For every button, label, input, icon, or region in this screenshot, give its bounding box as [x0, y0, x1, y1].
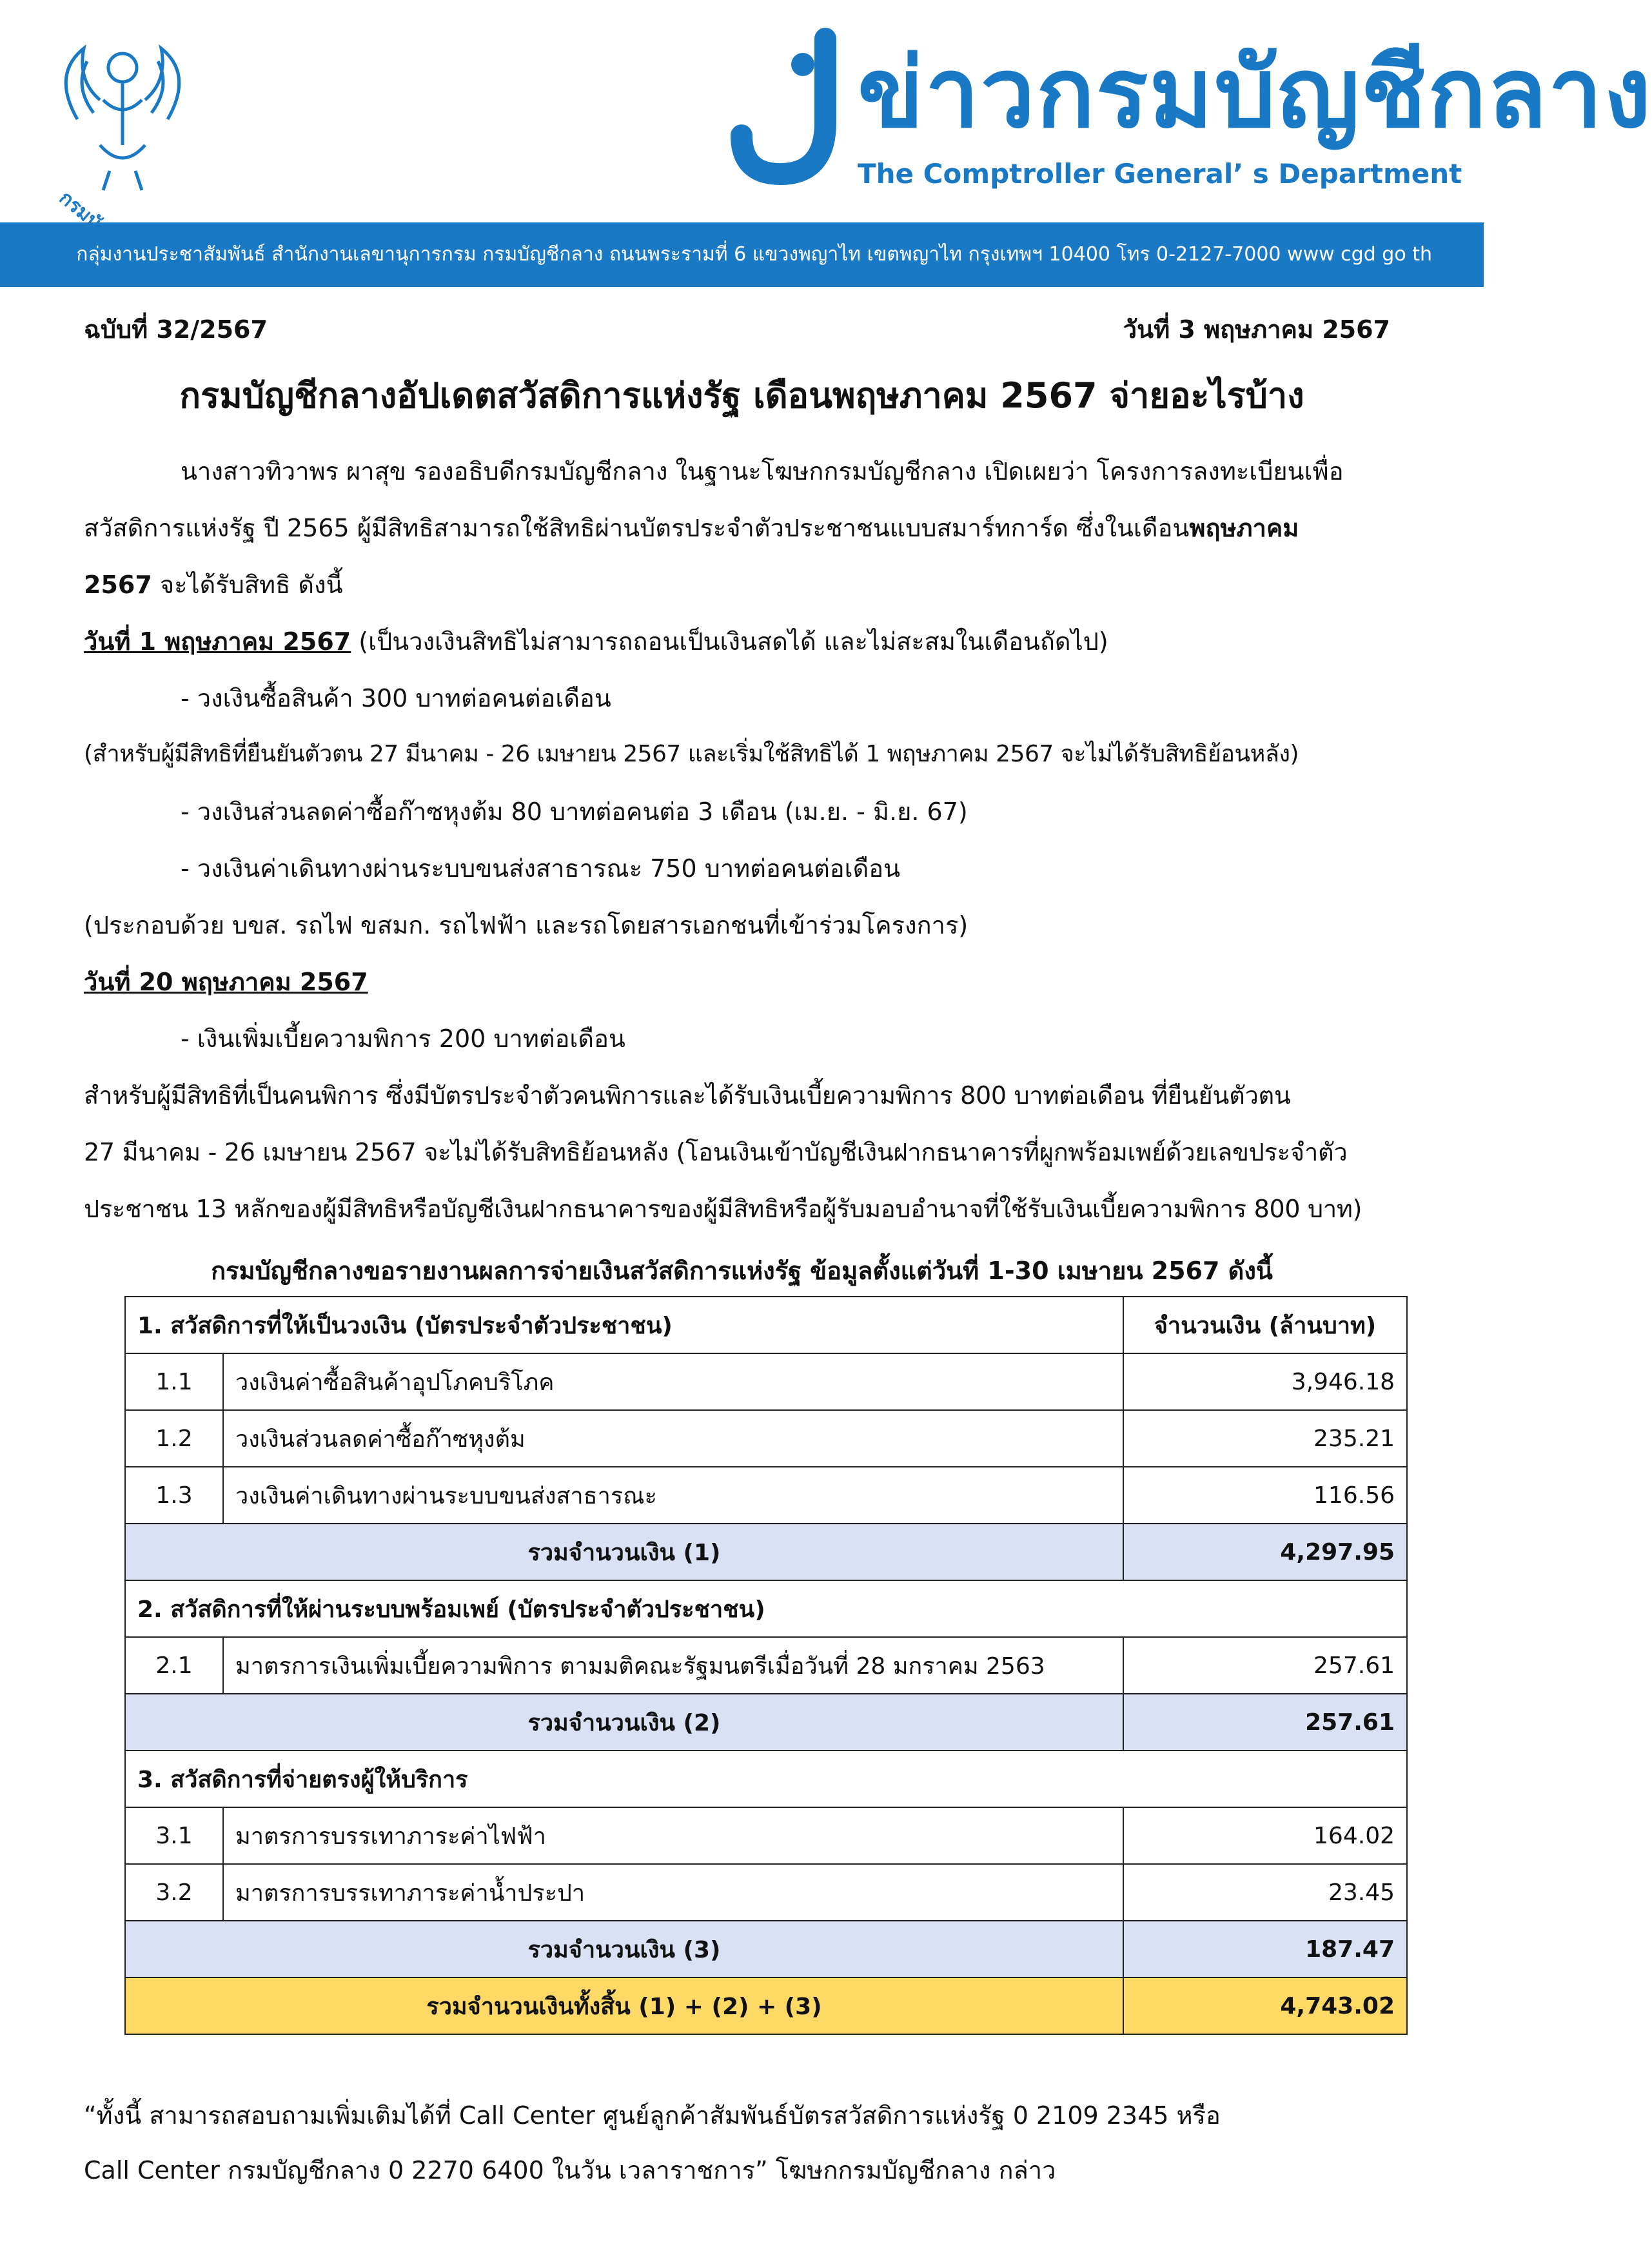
row-item: วงเงินส่วนลดค่าซื้อก๊าซหุงต้ม [223, 1410, 1123, 1467]
subtotal-label: รวมจำนวนเงิน (3) [125, 1921, 1123, 1977]
row-amount: 3,946.18 [1123, 1353, 1407, 1410]
intro-line-1: นางสาวทิวาพร ผาสุข รองอธิบดีกรมบัญชีกลาง ในฐานะโฆษกกรมบัญชีกลาง เปิดเผยว่า โครงการลงทะเบียนเพื่อ [181, 457, 1344, 486]
footer-line-1: “ทั้งนี้ สามารถสอบถามเพิ่มเติมได้ที่ Call Center ศูนย์ลูกค้าสัมพันธ์บัตรสวัสดิการแห่งรัฐ 0 2109 2345 หรือ [84, 2101, 1221, 2130]
address-line: กลุ่มงานประชาสัมพันธ์ สำนักงานเลขานุการกรม กรมบัญชีกลาง ถนนพระรามที่ 6 แขวงพญาไท เขตพญาไท กรุงเทพฯ 10400 โทร 0-2127-7000 www cgd go th [76, 243, 1432, 266]
subtotal-row-2 [125, 1694, 1407, 1751]
wordmark-english: The Comptroller General’ s Department [858, 158, 1462, 190]
subtotal-row-3 [125, 1921, 1407, 1977]
table-row [125, 1637, 1407, 1694]
row-amount: 23.45 [1123, 1864, 1407, 1921]
day1-heading: วันที่ 1 พฤษภาคม 2567 [84, 627, 351, 656]
row-amount: 116.56 [1123, 1467, 1407, 1524]
intro-line-2 [84, 508, 1299, 547]
day1-section [84, 622, 1108, 661]
section-2-title: 2. สวัสดิการที่ให้ผ่านระบบพร้อมเพย์ (บัตรประจำตัวประชาชน) [125, 1580, 1407, 1637]
grand-total-label: รวมจำนวนเงินทั้งสิ้น (1) + (2) + (3) [125, 1977, 1123, 2034]
row-item: วงเงินค่าเดินทางผ่านระบบขนส่งสาธารณะ [223, 1467, 1123, 1524]
subtotal-row-1 [125, 1524, 1407, 1580]
table-row [125, 1467, 1407, 1524]
amount-column-header: จำนวนเงิน (ล้านบาท) [1123, 1297, 1407, 1353]
garuda-emblem-logo [39, 23, 206, 216]
intro-year-bold: 2567 [84, 571, 152, 599]
row-item: มาตรการเงินเพิ่มเบี้ยความพิการ ตามมติคณะรัฐมนตรีเมื่อวันที่ 28 มกราคม 2563 [223, 1637, 1123, 1694]
row-amount: 235.21 [1123, 1410, 1407, 1467]
row-item: มาตรการบรรเทาภาระค่าน้ำประปา [223, 1864, 1123, 1921]
day20-line-1: สำหรับผู้มีสิทธิที่เป็นคนพิการ ซึ่งมีบัตรประจำตัวคนพิการและได้รับเงินเบี้ยความพิการ 800 บาทต่อเดือน ที่ยืนยันตัวตน [84, 1081, 1291, 1110]
day1-note: (เป็นวงเงินสิทธิไม่สามารถถอนเป็นเงินสดได้ และไม่สะสมในเดือนถัดไป) [351, 627, 1108, 656]
grand-total-row [125, 1977, 1407, 2034]
section-2-row [125, 1580, 1407, 1637]
subtotal-amount: 4,297.95 [1123, 1524, 1407, 1580]
welfare-payment-table [124, 1296, 1408, 2035]
address-band [0, 222, 1484, 287]
table-title: กรมบัญชีกลางขอรายงานผลการจ่ายเงินสวัสดิการแห่งรัฐ ข้อมูลตั้งแต่วันที่ 1-30 เมษายน 2567 ดังนี้ [211, 1257, 1273, 1285]
garuda-emblem-icon [39, 23, 206, 216]
table-row [125, 1410, 1407, 1467]
issue-date: วันที่ 3 พฤษภาคม 2567 [1123, 315, 1390, 344]
subtotal-label: รวมจำนวนเงิน (1) [125, 1524, 1123, 1580]
day1-item-3-note: (ประกอบด้วย บขส. รถไฟ ขสมก. รถไฟฟ้า และรถโดยสารเอกชนที่เข้าร่วมโครงการ) [84, 911, 969, 939]
subtotal-amount: 257.61 [1123, 1694, 1407, 1751]
wordmark-thai: ข่าวกรมบัญชีกลาง [858, 37, 1652, 150]
row-number: 1.3 [125, 1467, 223, 1524]
headline: กรมบัญชีกลางอัปเดตสวัสดิการแห่งรัฐ เดือนพฤษภาคม 2567 จ่ายอะไรบ้าง [179, 375, 1304, 416]
day20-line-3: ประชาชน 13 หลักของผู้มีสิทธิหรือบัญชีเงินฝากธนาคารของผู้มีสิทธิหรือผู้รับมอบอำนาจที่ใช้รับเงินเบี้ยความพิการ 800 บาท) [84, 1195, 1362, 1223]
table-row [125, 1864, 1407, 1921]
day20-heading: วันที่ 20 พฤษภาคม 2567 [84, 968, 368, 996]
section-3-title: 3. สวัสดิการที่จ่ายตรงผู้ให้บริการ [125, 1751, 1407, 1807]
intro-line-2-text: สวัสดิการแห่งรัฐ ปี 2565 ผู้มีสิทธิสามารถใช้สิทธิผ่านบัตรประจำตัวประชาชนแบบสมาร์ทการ์ด ซึ่งในเดือน [84, 514, 1190, 542]
intro-line-3-text: จะได้รับสิทธิ ดังนี้ [152, 571, 343, 599]
table-header-row [125, 1297, 1407, 1353]
grand-total-amount: 4,743.02 [1123, 1977, 1407, 2034]
footer-line-2: Call Center กรมบัญชีกลาง 0 2270 6400 ในวัน เวลาราชการ” โฆษกกรมบัญชีกลาง กล่าว [84, 2156, 1056, 2184]
intro-line-3 [84, 565, 343, 604]
news-wordmark [729, 26, 1652, 200]
day20-item-1: - เงินเพิ่มเบี้ยความพิการ 200 บาทต่อเดือน [181, 1025, 625, 1053]
row-number: 2.1 [125, 1637, 223, 1694]
section-1-title: 1. สวัสดิการที่ให้เป็นวงเงิน (บัตรประจำตัวประชาชน) [125, 1297, 1123, 1353]
row-item: วงเงินค่าซื้อสินค้าอุปโภคบริโภค [223, 1353, 1123, 1410]
row-item: มาตรการบรรเทาภาระค่าไฟฟ้า [223, 1807, 1123, 1864]
subtotal-label: รวมจำนวนเงิน (2) [125, 1694, 1123, 1751]
day1-item-1: - วงเงินซื้อสินค้า 300 บาทต่อคนต่อเดือน [181, 684, 611, 712]
section-3-row [125, 1751, 1407, 1807]
row-amount: 164.02 [1123, 1807, 1407, 1864]
row-number: 1.2 [125, 1410, 223, 1467]
day20-line-2: 27 มีนาคม - 26 เมษายน 2567 จะไม่ได้รับสิทธิย้อนหลัง (โอนเงินเข้าบัญชีเงินฝากธนาคารที่ผูกพร้อมเพย์ด้วยเลขประจำตัว [84, 1138, 1348, 1166]
row-number: 1.1 [125, 1353, 223, 1410]
row-number: 3.1 [125, 1807, 223, 1864]
hook-logo-icon [729, 26, 851, 193]
day1-item-3: - วงเงินค่าเดินทางผ่านระบบขนส่งสาธารณะ 750 บาทต่อคนต่อเดือน [181, 854, 901, 883]
day1-item-2: - วงเงินส่วนลดค่าซื้อก๊าซหุงต้ม 80 บาทต่อคนต่อ 3 เดือน (เม.ย. - มิ.ย. 67) [181, 798, 968, 826]
table-row [125, 1807, 1407, 1864]
table-row [125, 1353, 1407, 1410]
subtotal-amount: 187.47 [1123, 1921, 1407, 1977]
issue-number: ฉบับที่ 32/2567 [84, 315, 268, 344]
row-number: 3.2 [125, 1864, 223, 1921]
day1-item-1-note: (สำหรับผู้มีสิทธิที่ยืนยันตัวตน 27 มีนาคม - 26 เมษายน 2567 และเริ่มใช้สิทธิได้ 1 พฤษภาคม 2567 จะไม่ได้รับสิทธิย้อนหลัง) [84, 741, 1299, 767]
intro-month-bold: พฤษภาคม [1189, 514, 1299, 542]
row-amount: 257.61 [1123, 1637, 1407, 1694]
